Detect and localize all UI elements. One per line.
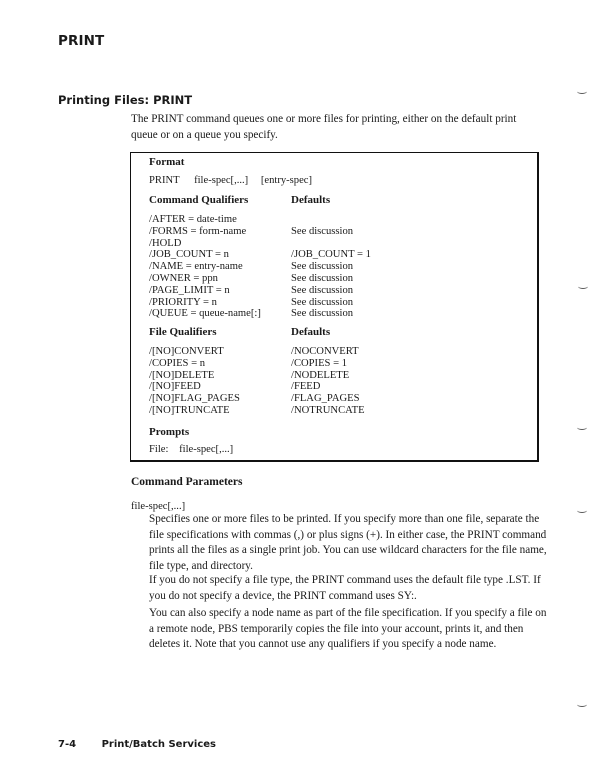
qualifier-default: /JOB_COUNT = 1	[291, 249, 371, 261]
qualifier: /[NO]FLAG_PAGES	[149, 393, 240, 405]
prompts-heading: Prompts	[149, 426, 190, 438]
qualifier: /AFTER = date-time	[149, 214, 237, 225]
page-number: 7-4	[58, 739, 77, 750]
file-qualifier-row	[149, 393, 529, 405]
qualifier: /[NO]CONVERT	[149, 346, 224, 357]
qualifier-default: See discussion	[291, 308, 354, 320]
qualifier-row	[149, 226, 529, 238]
qualifier: /[NO]TRUNCATE	[149, 404, 230, 416]
qualifier-default: /NODELETE	[291, 369, 350, 381]
syntax-command: PRINT	[149, 175, 180, 186]
prompt-value: file-spec[,...]	[179, 444, 234, 455]
qualifier-default: See discussion	[291, 296, 354, 308]
file-qualifier-row	[149, 405, 529, 417]
qualifier-row	[149, 214, 529, 226]
intro-paragraph: The PRINT command queues one or more files for printing, either on the default print queue or on a queue you specify.	[131, 113, 517, 141]
qualifier-row	[149, 285, 529, 297]
format-syntax	[149, 175, 312, 186]
qualifier: /NAME = entry-name	[149, 261, 243, 273]
file-qualifier-row	[149, 370, 529, 382]
prompt-line	[149, 444, 233, 455]
qualifier-default: /FEED	[291, 381, 321, 393]
scan-mark-icon	[577, 89, 587, 94]
qualifier-row	[149, 273, 529, 285]
command-qualifiers-heading: Command Qualifiers	[149, 194, 249, 206]
file-qualifiers-list	[149, 346, 529, 417]
scan-mark-icon	[578, 284, 588, 289]
qualifier-row	[149, 297, 529, 309]
qualifier: /PAGE_LIMIT = n	[149, 284, 230, 296]
qualifier-row	[149, 249, 529, 261]
qualifier-row	[149, 261, 529, 273]
qualifier: /QUEUE = queue-name[:]	[149, 308, 261, 320]
command-defaults-heading: Defaults	[291, 194, 331, 206]
qualifier-default: /NOTRUNCATE	[291, 404, 365, 416]
param-description: You can also specify a node name as part of the file specification. If you specify a file on a remote node, PBS temporarily copies the file into your account, prints it, and then deletes it. Note that you cannot use any qualifiers if you specify a node name.	[149, 607, 547, 651]
qualifier: /[NO]DELETE	[149, 369, 215, 381]
qualifier-default: /NOCONVERT	[291, 346, 359, 357]
qualifier: /COPIES = n	[149, 357, 206, 369]
qualifier: /OWNER = ppn	[149, 272, 218, 284]
qualifier: /JOB_COUNT = n	[149, 249, 229, 261]
qualifier: /[NO]FEED	[149, 381, 201, 393]
page-title: PRINT	[58, 33, 105, 49]
section-title: Printing Files: PRINT	[58, 93, 193, 107]
file-qualifiers-heading: File Qualifiers	[149, 326, 217, 338]
qualifier-default: /FLAG_PAGES	[291, 393, 360, 405]
param-name: file-spec[,...]	[131, 501, 186, 512]
qualifier-row	[149, 238, 529, 250]
prompt-label: File:	[149, 444, 169, 455]
scan-mark-icon	[577, 508, 587, 513]
file-qualifier-row	[149, 381, 529, 393]
scan-mark-icon	[577, 425, 587, 430]
format-box	[130, 152, 539, 462]
qualifier-default: See discussion	[291, 225, 354, 237]
qualifier-default: See discussion	[291, 261, 354, 273]
command-parameters-heading: Command Parameters	[131, 476, 243, 488]
qualifier-default: See discussion	[291, 284, 354, 296]
syntax-param1: file-spec[,...]	[194, 175, 249, 186]
param-description: Specifies one or more files to be printed. If you specify more than one file, separate the file specifications with commas (,) or plus signs (+). In either case, the PRINT command prints all the files as a single print job. You can use wildcard characters for the file name, file type, and directory.	[149, 513, 547, 572]
qualifier-default: /COPIES = 1	[291, 357, 348, 369]
qualifier-row	[149, 308, 529, 320]
qualifier-default: See discussion	[291, 272, 354, 284]
syntax-param2: [entry-spec]	[260, 175, 313, 186]
command-qualifiers-list	[149, 214, 529, 320]
scan-mark-icon	[577, 702, 587, 707]
format-heading: Format	[149, 156, 185, 168]
qualifier: /FORMS = form-name	[149, 225, 247, 237]
file-defaults-heading: Defaults	[291, 326, 331, 338]
file-qualifier-row	[149, 346, 529, 358]
page-footer	[58, 739, 216, 750]
file-qualifier-row	[149, 358, 529, 370]
qualifier: /HOLD	[149, 237, 182, 249]
qualifier: /PRIORITY = n	[149, 296, 217, 308]
param-description: If you do not specify a file type, the PRINT command uses the default file type .LST. If you do not specify a device, the PRINT command uses SY:.	[149, 574, 541, 602]
footer-section: Print/Batch Services	[101, 739, 217, 750]
